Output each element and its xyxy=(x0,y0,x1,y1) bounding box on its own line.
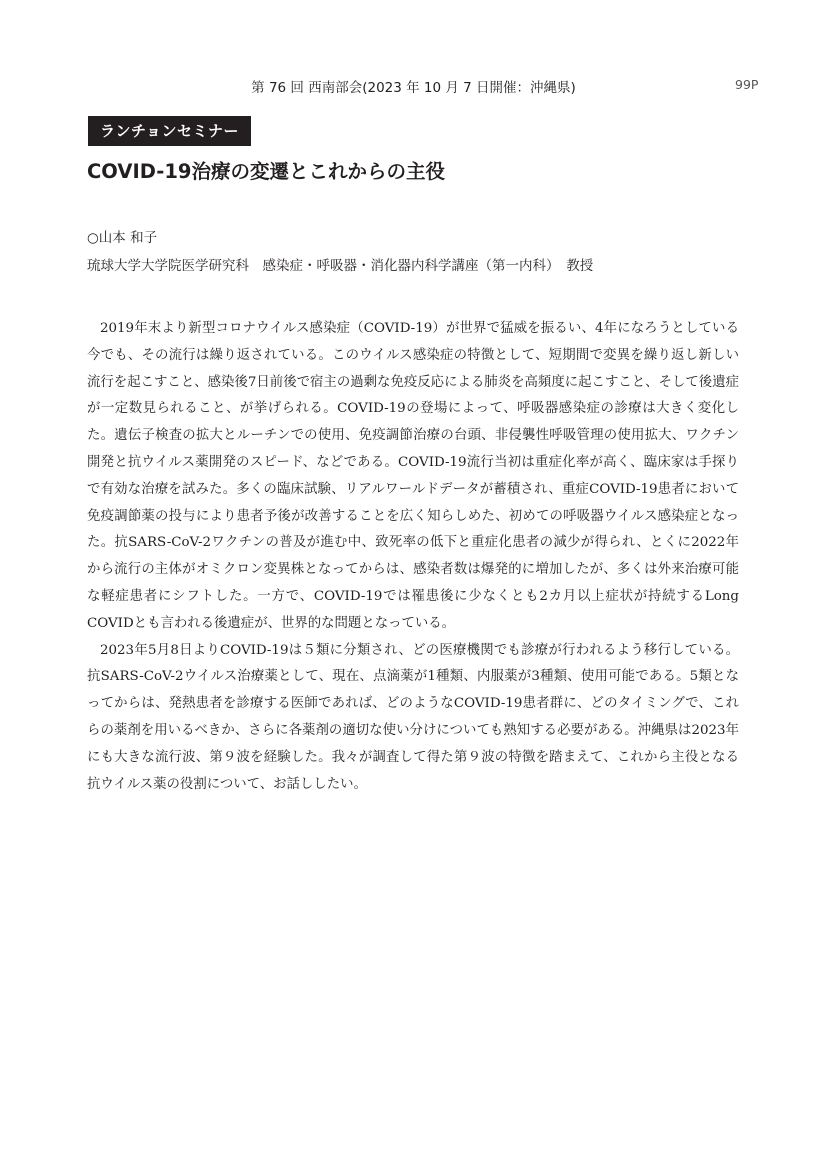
abstract-body xyxy=(87,316,739,798)
meeting-header: 第 76 回 西南部会(2023 年 10 月 7 日開催：沖縄県) xyxy=(251,80,576,96)
author-affiliation: 琉球大学大学院医学研究科 感染症・呼吸器・消化器内科学講座（第一内科） 教授 xyxy=(87,258,594,274)
author-name: ○山本 和子 xyxy=(87,230,158,246)
article-title: COVID-19治療の変遷とこれからの主役 xyxy=(87,160,445,183)
abstract-paragraph: 2019年末より新型コロナウイルス感染症（COVID-19）が世界で猛威を振るい、4年になろうとしている今でも、その流行は繰り返されている。このウイルス感染症の特徴として、短期間で変異を繰り返し新しい流行を起こすこと、感染後7日前後で宿主の過剰な免疫反応による肺炎を高頻度に起こすこと、そして後遺症が一定数見られること、が挙げられる。COVID-19の登場によって、呼吸器感染症の診療は大きく変化した。遺伝子検査の拡大とルーチンでの使用、免疫調節治療の台頭、非侵襲性呼吸管理の使用拡大、ワクチン開発と抗ウイルス薬開発のスピード、などである。COVID-19流行当初は重症化率が高く、臨床家は手探りで有効な治療を試みた。多くの臨床試験、リアルワールドデータが蓄積され、重症COVID-19患者において免疫調節薬の投与により患者予後が改善することを広く知らしめた、初めての呼吸器ウイルス感染症となった。抗SARS-CoV-2ワクチンの普及が進む中、致死率の低下と重症化患者の減少が得られ、とくに2022年から流行の主体がオミクロン変異株となってからは、感染者数は爆発的に増加したが、多くは外来治療可能な軽症患者にシフトした。一方で、COVID-19では罹患後に少なくとも2カ月以上症状が持続するLong COVIDとも言われる後遺症が、世界的な問題となっている。 xyxy=(87,321,739,631)
category-badge: ランチョンセミナー xyxy=(88,116,251,146)
page-number: 99P xyxy=(735,77,759,92)
abstract-paragraph: 2023年5月8日よりCOVID-19は５類に分類され、どの医療機関でも診療が行われるよう移行している。抗SARS-CoV-2ウイルス治療薬として、現在、点滴薬が1種類、内服薬が3種類、使用可能である。5類となってからは、発熱患者を診療する医師であれば、どのようなCOVID-19患者群に、どのタイミングで、これらの薬剤を用いるべきか、さらに各薬剤の適切な使い分けについても熟知する必要がある。沖縄県は2023年にも大きな流行波、第９波を経験した。我々が調査して得た第９波の特徴を踏まえて、これから主役となる抗ウイルス薬の役割について、お話ししたい。 xyxy=(87,642,739,792)
